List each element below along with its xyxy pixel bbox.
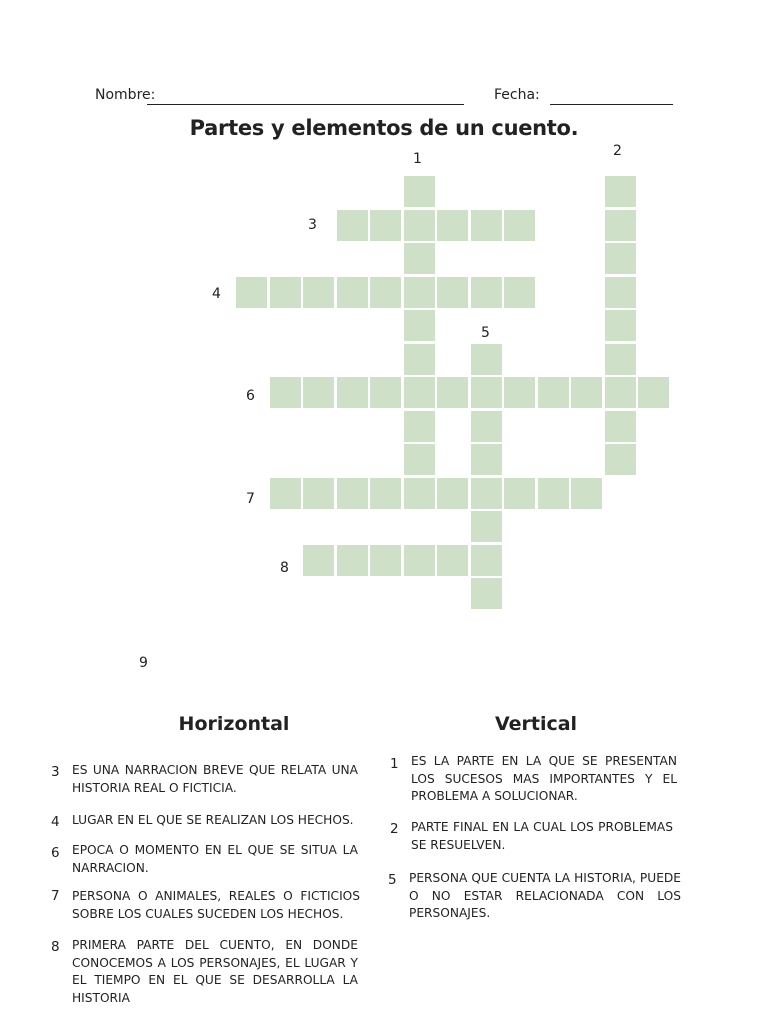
crossword-cell[interactable] [571,377,602,408]
crossword-cell[interactable] [303,377,334,408]
crossword-cell[interactable] [504,277,535,308]
crossword-cell[interactable] [404,243,435,274]
grid-number-1: 1 [413,151,422,167]
crossword-cell[interactable] [471,511,502,542]
crossword-cell[interactable] [471,578,502,609]
horizontal-clue-text: PRIMERA PARTE DEL CUENTO, EN DONDE CONOCEMOS A LOS PERSONAJES, EL LUGAR Y EL TIEMPO EN EL QUE SE DESARROLLA LA HISTORIA [72,938,358,1005]
crossword-cell[interactable] [404,444,435,475]
vertical-clue-text: ES LA PARTE EN LA QUE SE PRESENTAN LOS SUCESOS MAS IMPORTANTES Y EL PROBLEMA A SOLUCIONAR. [411,754,677,803]
crossword-cell[interactable] [236,277,267,308]
vertical-clue-number: 1 [390,756,399,772]
crossword-cell[interactable] [404,377,435,408]
crossword-cell[interactable] [437,377,468,408]
crossword-cell[interactable] [270,377,301,408]
crossword-cell[interactable] [571,478,602,509]
crossword-cell[interactable] [504,377,535,408]
crossword-cell[interactable] [538,377,569,408]
crossword-cell[interactable] [605,176,636,207]
crossword-cell[interactable] [471,444,502,475]
grid-number-3: 3 [308,217,317,233]
crossword-cell[interactable] [370,545,401,576]
crossword-cell[interactable] [471,377,502,408]
vertical-clue-text: PARTE FINAL EN LA CUAL LOS PROBLEMAS SE RESUELVEN. [411,820,673,852]
grid-number-5: 5 [481,325,490,341]
crossword-cell[interactable] [437,545,468,576]
crossword-cell[interactable] [370,277,401,308]
crossword-cell[interactable] [605,411,636,442]
crossword-cell[interactable] [404,176,435,207]
crossword-cell[interactable] [471,545,502,576]
crossword-cell[interactable] [337,277,368,308]
crossword-cell[interactable] [437,210,468,241]
date-label: Fecha: [494,87,540,103]
grid-number-6: 6 [246,388,255,404]
crossword-cell[interactable] [605,377,636,408]
crossword-cell[interactable] [471,478,502,509]
crossword-cell[interactable] [404,411,435,442]
vertical-clue-number: 2 [390,821,399,837]
crossword-cell[interactable] [504,478,535,509]
crossword-cell[interactable] [437,277,468,308]
crossword-cell[interactable] [370,210,401,241]
crossword-cell[interactable] [270,478,301,509]
horizontal-clue-text: ES UNA NARRACION BREVE QUE RELATA UNA HISTORIA REAL O FICTICIA. [72,763,358,795]
horizontal-clue-text: LUGAR EN EL QUE SE REALIZAN LOS HECHOS. [72,813,354,827]
crossword-cell[interactable] [471,344,502,375]
horizontal-clue-text: EPOCA O MOMENTO EN EL QUE SE SITUA LA NARRACION. [72,843,358,875]
horizontal-clue-number: 6 [51,845,60,861]
crossword-cell[interactable] [504,210,535,241]
page-title: Partes y elementos de un cuento. [189,116,579,140]
crossword-cell[interactable] [303,277,334,308]
grid-number-9: 9 [139,655,148,671]
crossword-cell[interactable] [471,277,502,308]
crossword-cell[interactable] [605,310,636,341]
grid-number-2: 2 [613,143,622,159]
horizontal-clue-number: 3 [51,764,60,780]
crossword-cell[interactable] [605,243,636,274]
crossword-cell[interactable] [605,444,636,475]
crossword-cell[interactable] [471,210,502,241]
date-field[interactable] [550,104,673,105]
horizontal-clue-number: 7 [51,888,60,904]
horizontal-clue-text: PERSONA O ANIMALES, REALES O FICTICIOS SOBRE LOS CUALES SUCEDEN LOS HECHOS. [72,889,360,921]
horizontal-clue-number: 8 [51,939,60,955]
name-label: Nombre: [95,87,156,103]
crossword-cell[interactable] [303,545,334,576]
crossword-cell[interactable] [404,210,435,241]
crossword-cell[interactable] [370,478,401,509]
horizontal-clue-number: 4 [51,814,60,830]
crossword-cell[interactable] [404,545,435,576]
crossword-cell[interactable] [270,277,301,308]
crossword-cell[interactable] [404,277,435,308]
grid-number-4: 4 [212,286,221,302]
vertical-clue-number: 5 [388,872,397,888]
crossword-cell[interactable] [337,377,368,408]
crossword-cell[interactable] [404,310,435,341]
crossword-cell[interactable] [538,478,569,509]
crossword-cell[interactable] [605,210,636,241]
vertical-heading: Vertical [494,713,578,735]
crossword-cell[interactable] [605,277,636,308]
crossword-cell[interactable] [471,411,502,442]
crossword-cell[interactable] [337,478,368,509]
crossword-cell[interactable] [303,478,334,509]
name-field[interactable] [147,104,464,105]
crossword-cell[interactable] [337,210,368,241]
vertical-clue-text: PERSONA QUE CUENTA LA HISTORIA, PUEDE O NO ESTAR RELACIONADA CON LOS PERSONAJES. [409,871,681,920]
crossword-cell[interactable] [370,377,401,408]
horizontal-heading: Horizontal [178,713,290,735]
grid-number-8: 8 [280,560,289,576]
crossword-cell[interactable] [638,377,669,408]
crossword-cell[interactable] [404,478,435,509]
crossword-cell[interactable] [404,344,435,375]
grid-number-7: 7 [246,491,255,507]
crossword-cell[interactable] [437,478,468,509]
crossword-cell[interactable] [337,545,368,576]
crossword-cell[interactable] [605,344,636,375]
